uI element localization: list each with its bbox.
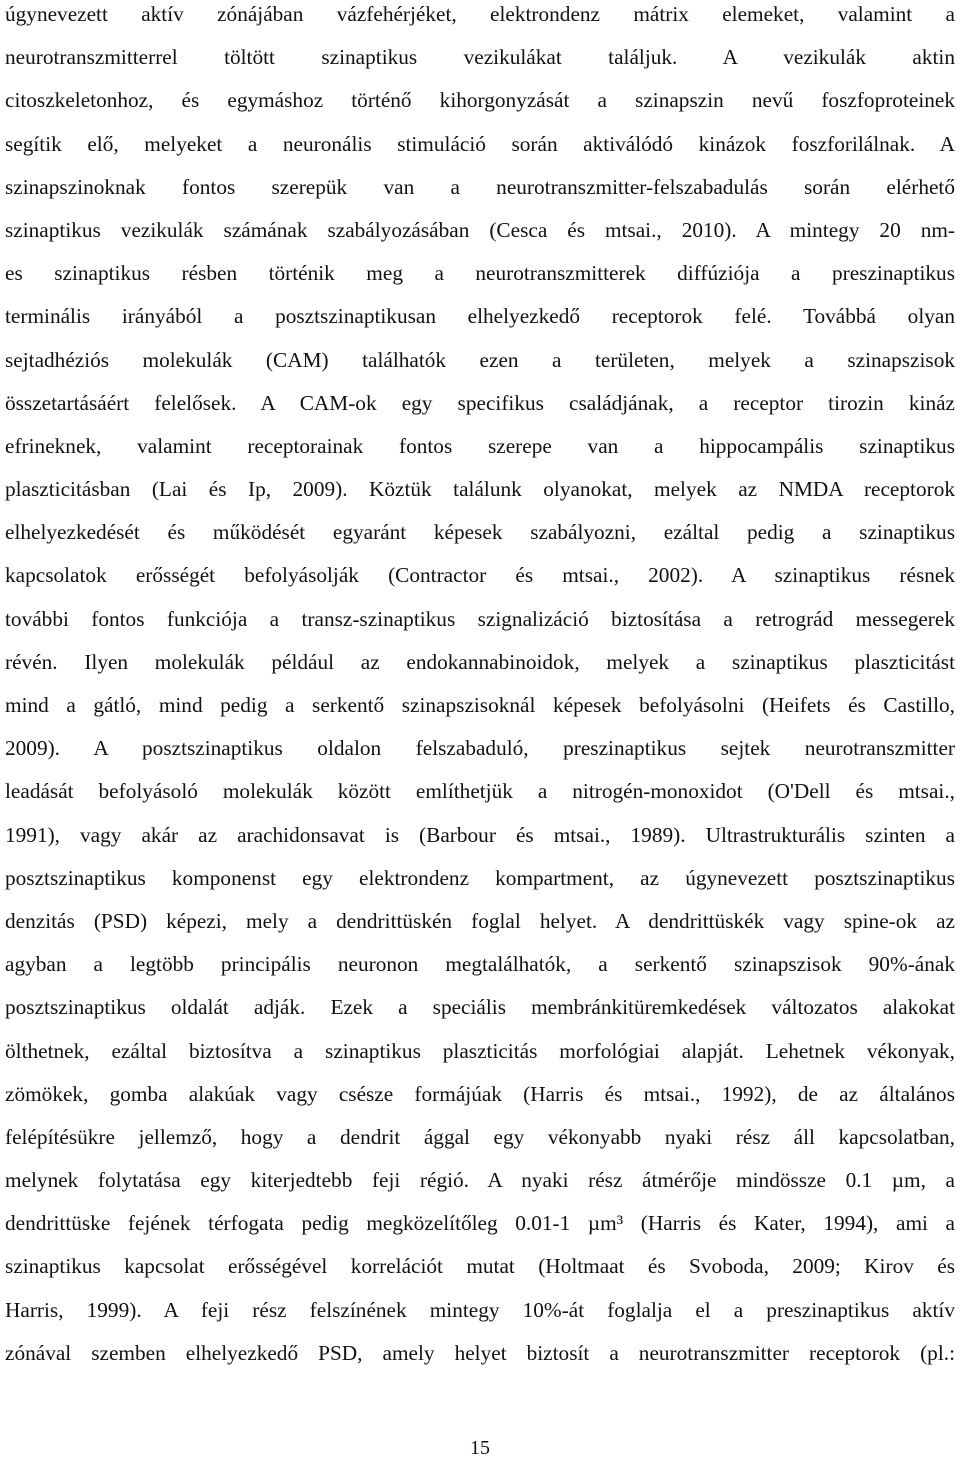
text-line: zónával szemben elhelyezkedő PSD, amely helyet biztosít a neurotranszmitter receptorok (pl.:	[5, 1340, 955, 1365]
text-line: révén. Ilyen molekulák például az endokannabinoidok, melyek a szinaptikus plaszticitást	[5, 649, 955, 674]
text-line: kapcsolatok erősségét befolyásolják (Contractor és mtsai., 2002). A szinaptikus résnek	[5, 563, 955, 588]
text-line: Harris, 1999). A feji rész felszínének mintegy 10%-át foglalja el a preszinaptikus aktív	[5, 1297, 955, 1322]
text-line: felépítésükre jellemző, hogy a dendrit ággal egy vékonyabb nyaki rész áll kapcsolatban,	[5, 1124, 955, 1149]
text-line: szinaptikus vezikulák számának szabályozásában (Cesca és mtsai., 2010). A mintegy 20 nm-	[5, 217, 955, 242]
text-line: posztszinaptikus oldalát adják. Ezek a speciális membránkitüremkedések változatos alakokat	[5, 995, 955, 1020]
text-line: 2009). A posztszinaptikus oldalon felszabaduló, preszinaptikus sejtek neurotranszmitter	[5, 736, 955, 761]
text-line: szinapszinoknak fontos szerepük van a neurotranszmitter-felszabadulás során elérhető	[5, 174, 955, 199]
text-line: ölthetnek, ezáltal biztosítva a szinaptikus plaszticitás morfológiai alapját. Lehetnek vékonyak,	[5, 1038, 955, 1063]
text-line: mind a gátló, mind pedig a serkentő szinapszisoknál képesek befolyásolni (Heifets és Castillo,	[5, 693, 955, 717]
text-line: denzitás (PSD) képezi, mely a dendrittüskén foglal helyet. A dendrittüskék vagy spine-ok az	[5, 908, 955, 933]
body-paragraph	[5, 0, 955, 1375]
text-line: összetartásáért felelősek. A CAM-ok egy specifikus családjának, a receptor tirozin kináz	[5, 390, 955, 415]
text-line: melynek folytatása egy kiterjedtebb feji régió. A nyaki rész átmérője mindössze 0.1 µm, a	[5, 1168, 955, 1193]
text-line: plaszticitásban (Lai és Ip, 2009). Köztük találunk olyanokat, melyek az NMDA receptorok	[5, 477, 955, 502]
text-line: posztszinaptikus komponenst egy elektrondenz kompartment, az úgynevezett posztszinaptikus	[5, 865, 955, 890]
text-line: sejtadhéziós molekulák (CAM) találhatók ezen a területen, melyek a szinapszisok	[5, 347, 955, 372]
text-line: további fontos funkciója a transz-szinaptikus szignalizáció biztosítása a retrográd messegerek	[5, 606, 955, 631]
text-line: 1991), vagy akár az arachidonsavat is (Barbour és mtsai., 1989). Ultrastrukturális szinten a	[5, 822, 955, 847]
text-line: citoszkeletonhoz, és egymáshoz történő kihorgonyzását a szinapszin nevű foszfoproteinek	[5, 88, 955, 113]
text-line: agyban a legtöbb principális neuronon megtalálhatók, a serkentő szinapszisok 90%-ának	[5, 952, 955, 977]
text-line: dendrittüske fejének térfogata pedig megközelítőleg 0.01-1 µm³ (Harris és Kater, 1994), ami a	[5, 1211, 955, 1236]
text-line: leadását befolyásoló molekulák között említhetjük a nitrogén-monoxidot (O'Dell és mtsai.,	[5, 779, 955, 804]
text-line: szinaptikus kapcsolat erősségével korrelációt mutat (Holtmaat és Svoboda, 2009; Kirov és	[5, 1254, 955, 1279]
text-line: elhelyezkedését és működését egyaránt képesek szabályozni, ezáltal pedig a szinaptikus	[5, 520, 955, 545]
text-line: úgynevezett aktív zónájában vázfehérjéket, elektrondenz mátrix elemeket, valamint a	[5, 2, 955, 26]
page-number: 15	[470, 1437, 490, 1459]
text-line: efrineknek, valamint receptorainak fontos szerepe van a hippocampális szinaptikus	[5, 433, 955, 458]
text-line: terminális irányából a posztszinaptikusan elhelyezkedő receptorok felé. Továbbá olyan	[5, 304, 955, 329]
text-line: segítik elő, melyeket a neuronális stimuláció során aktiválódó kinázok foszforilálnak. A	[5, 131, 955, 156]
text-line: zömökek, gomba alakúak vagy csésze formájúak (Harris és mtsai., 1992), de az általános	[5, 1081, 955, 1106]
text-line: neurotranszmitterrel töltött szinaptikus vezikulákat találjuk. A vezikulák aktin	[5, 45, 955, 70]
text-line: es szinaptikus résben történik meg a neurotranszmitterek diffúziója a preszinaptikus	[5, 261, 955, 286]
